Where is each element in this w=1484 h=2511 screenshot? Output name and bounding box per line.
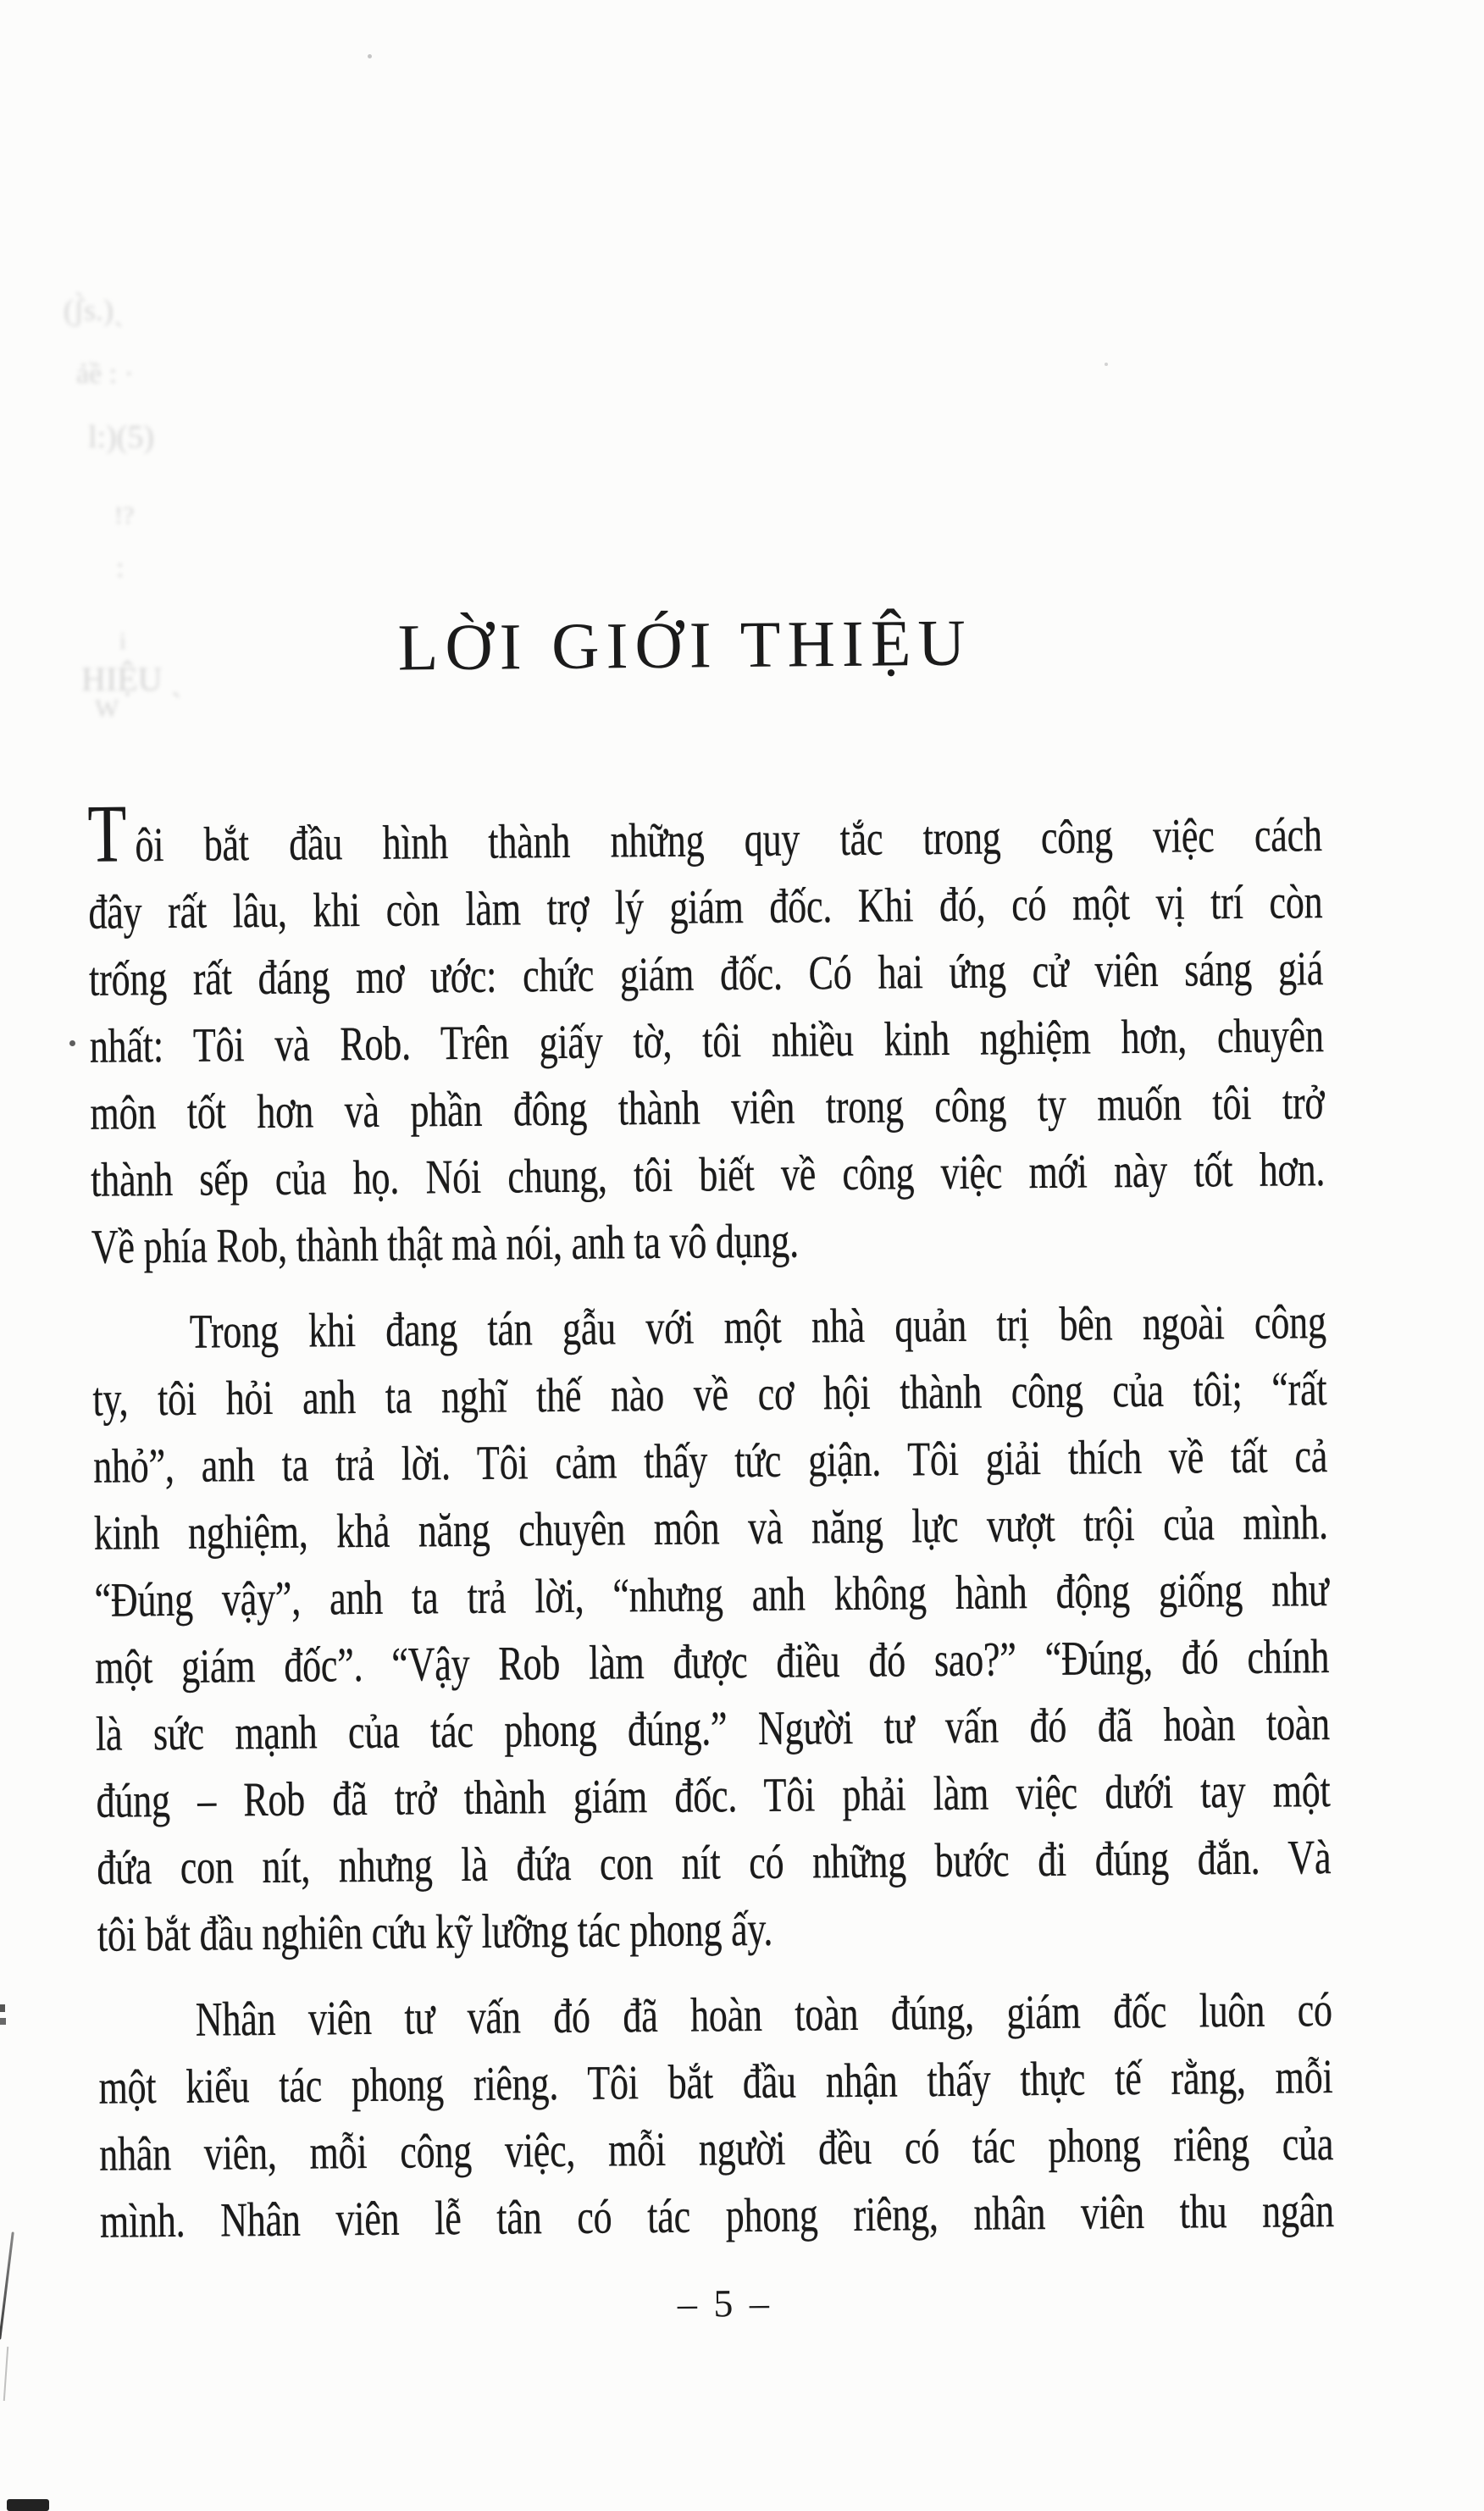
paragraph <box>98 1980 1335 2259</box>
text-line: đúng – Rob đã trở thành giám đốc. Tôi phải làm việc dưới tay một <box>96 1763 1331 1828</box>
bleed-through-fragment: l:)(5) <box>88 419 155 455</box>
scan-artifact-pen-stroke <box>3 2347 8 2401</box>
drop-cap-initial: T <box>87 788 127 880</box>
bleed-through-fragment: ảề : · <box>76 358 134 390</box>
text-line: một giám đốc”. “Vậy Rob làm được điều đó sao?” “Đúng, đó chính <box>94 1629 1330 1694</box>
text-line: Nhân viên tư vấn đó đã hoàn toàn đúng, giám đốc luôn có <box>195 1982 1333 2047</box>
scan-artifact-edge-mark <box>0 2004 5 2012</box>
bleed-through-fragment: !? <box>114 502 135 529</box>
text-line: tôi bắt đầu nghiên cứu kỹ lưỡng tác phong ấy. <box>97 1902 773 1962</box>
text-line: “Đúng vậy”, anh ta trả lời, “nhưng anh không hành động giống như <box>94 1562 1329 1627</box>
scan-artifact-bottom-dash <box>7 2499 49 2511</box>
page-title: LỜI GIỚI THIỆU <box>397 605 973 685</box>
text-line: Về phía Rob, thành thật mà nói, anh ta vô dụng. <box>91 1213 800 1274</box>
text-line: ty, tôi hỏi anh ta nghĩ thế nào về cơ hội thành công của tôi; “rất <box>92 1361 1327 1427</box>
scan-artifact-edge-mark <box>0 2018 6 2025</box>
text-line: nhỏ”, anh ta trả lời. Tôi cảm thấy tức giận. Tôi giải thích về tất cả <box>92 1428 1328 1494</box>
scan-artifact-dot <box>69 1040 75 1046</box>
text-line: kinh nghiệm, khả năng chuyên môn và năng lực vượt trội của mình. <box>93 1495 1329 1560</box>
paragraph <box>87 788 1326 1284</box>
text-line: Tôi bắt đầu hình thành những quy tắc trong công việc cách <box>87 788 1322 880</box>
text-line: một kiểu tác phong riêng. Tôi bắt đầu nhận thấy thực tế rằng, mỗi <box>98 2049 1333 2115</box>
text-line: đứa con nít, nhưng là đứa con nít có những bước đi đúng đắn. Và <box>97 1830 1332 1895</box>
text-line: nhân viên, mỗi công việc, mỗi người đều có tác phong riêng của <box>98 2116 1334 2181</box>
bleed-through-fragment: i <box>119 629 126 655</box>
text-line: đây rất lâu, khi còn làm trợ lý giám đốc. Khi đó, có một vị trí còn <box>88 874 1323 940</box>
text-line: trống rất đáng mơ ước: chức giám đốc. Có hai ứng cử viên sáng giá <box>88 941 1324 1006</box>
text-line: nhất: Tôi và Rob. Trên giấy tờ, tôi nhiều kinh nghiệm hơn, chuyên <box>89 1008 1325 1073</box>
scan-artifact-speck <box>368 54 372 58</box>
paragraph <box>91 1292 1332 1972</box>
text-line: môn tốt hơn và phần đông thành viên trong công ty muốn tôi trở <box>90 1075 1325 1140</box>
text-line: thành sếp của họ. Nói chung, tôi biết về công việc mới này tốt hơn. <box>90 1142 1326 1207</box>
bleed-through-fragment: HIỆU ˎ <box>81 660 182 698</box>
body-text <box>87 788 1335 2259</box>
text-line: Trong khi đang tán gẫu với một nhà quản trị bên ngoài công <box>189 1294 1327 1359</box>
bleed-through-fragment: : <box>116 552 125 584</box>
bleed-through-fragment: W <box>95 695 119 723</box>
scan-artifact-speck <box>1105 363 1108 366</box>
page-number: – 5 – <box>677 2281 773 2325</box>
bleed-through-fragment: (ʃ̀s.)ˎ <box>64 293 124 327</box>
text-line: mình. Nhân viên lễ tân có tác phong riêng, nhân viên thu ngân <box>99 2183 1335 2248</box>
text-line: là sức mạnh của tác phong đúng.” Người tư vấn đó đã hoàn toàn <box>95 1696 1331 1761</box>
